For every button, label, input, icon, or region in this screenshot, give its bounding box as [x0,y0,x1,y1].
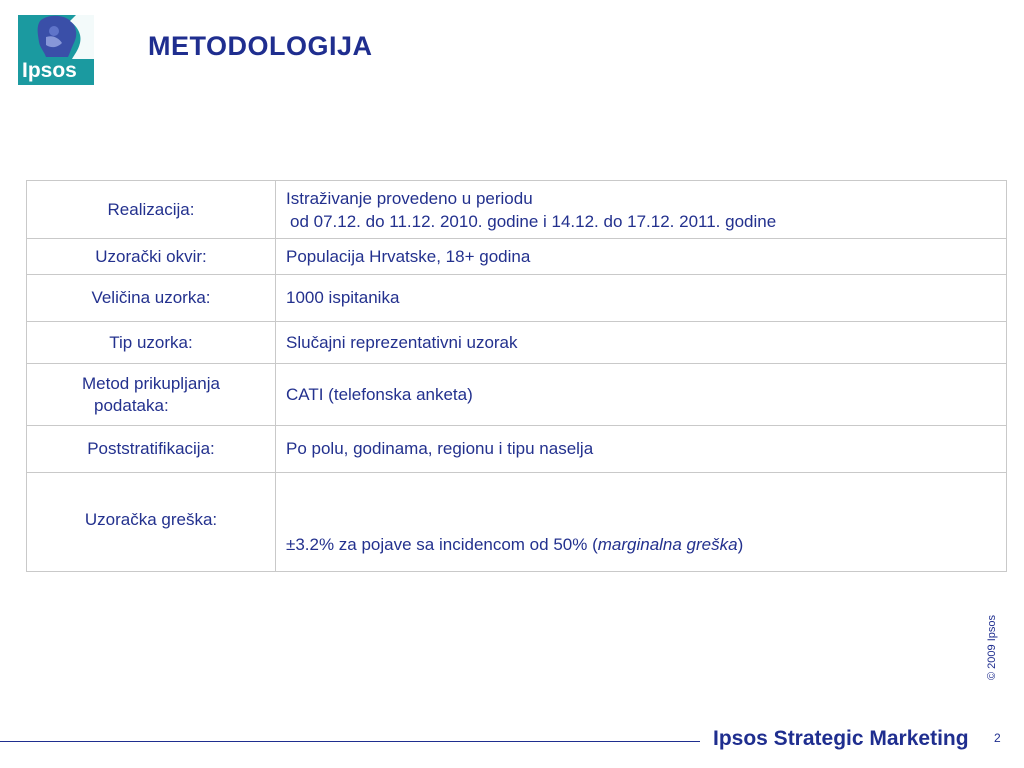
value-prefix: ±3.2% za pojave sa incidencom od 50% ( [286,535,598,554]
row-value-cell [276,426,1007,473]
row-label: Poststratifikacija: [87,439,215,458]
row-label: Uzorački okvir: [95,246,207,266]
value-italic: marginalna greška [597,535,738,554]
row-label-cell [27,275,276,322]
table-row [27,426,1007,473]
row-value-line: Istraživanje provedeno u periodu [286,188,533,208]
row-value-line: od 07.12. do 11.12. 2010. godine i 14.12. do 17.12. 2011. godine [290,211,777,231]
row-label-line: podataka: [94,395,169,415]
row-value [286,535,1006,555]
row-label-cell [27,239,276,275]
row-value: Slučajni reprezentativni uzorak [286,332,518,352]
row-value-cell [276,275,1007,322]
table-row [27,473,1007,572]
methodology-table [26,180,1007,572]
row-value-cell [276,322,1007,364]
ipsos-logo [18,15,94,85]
row-value-cell [276,364,1007,426]
row-label: Realizacija: [107,199,195,219]
row-value-cell [276,473,1007,572]
page-number: 2 [994,731,1001,745]
row-label-cell [27,473,276,572]
logo-text: Ipsos [22,59,77,82]
table-row [27,364,1007,426]
row-label: Tip uzorka: [109,332,193,352]
table-row [27,322,1007,364]
footer-divider [0,741,700,742]
row-label-cell [27,426,276,473]
footer-brand: Ipsos Strategic Marketing [713,727,969,750]
row-label-line: Metod prikupljanja [82,373,220,393]
row-label-cell [27,181,276,239]
row-value-cell [276,239,1007,275]
row-value-cell [276,181,1007,239]
row-label: Uzoračka greška: [84,510,218,529]
value-suffix: ) [737,535,744,554]
page-title: METODOLOGIJA [148,31,373,61]
row-label-cell [27,322,276,364]
row-value: CATI (telefonska anketa) [286,384,473,404]
table-row [27,239,1007,275]
row-label-cell [27,364,276,426]
row-value: 1000 ispitanika [286,288,400,307]
copyright-text: © 2009 Ipsos [986,615,998,680]
row-value: Populacija Hrvatske, 18+ godina [286,246,531,266]
table-row [27,181,1007,239]
row-value: Po polu, godinama, regionu i tipu naselja [286,439,594,458]
row-label [82,373,220,417]
table-row [27,275,1007,322]
row-label: Veličina uzorka: [91,288,211,307]
